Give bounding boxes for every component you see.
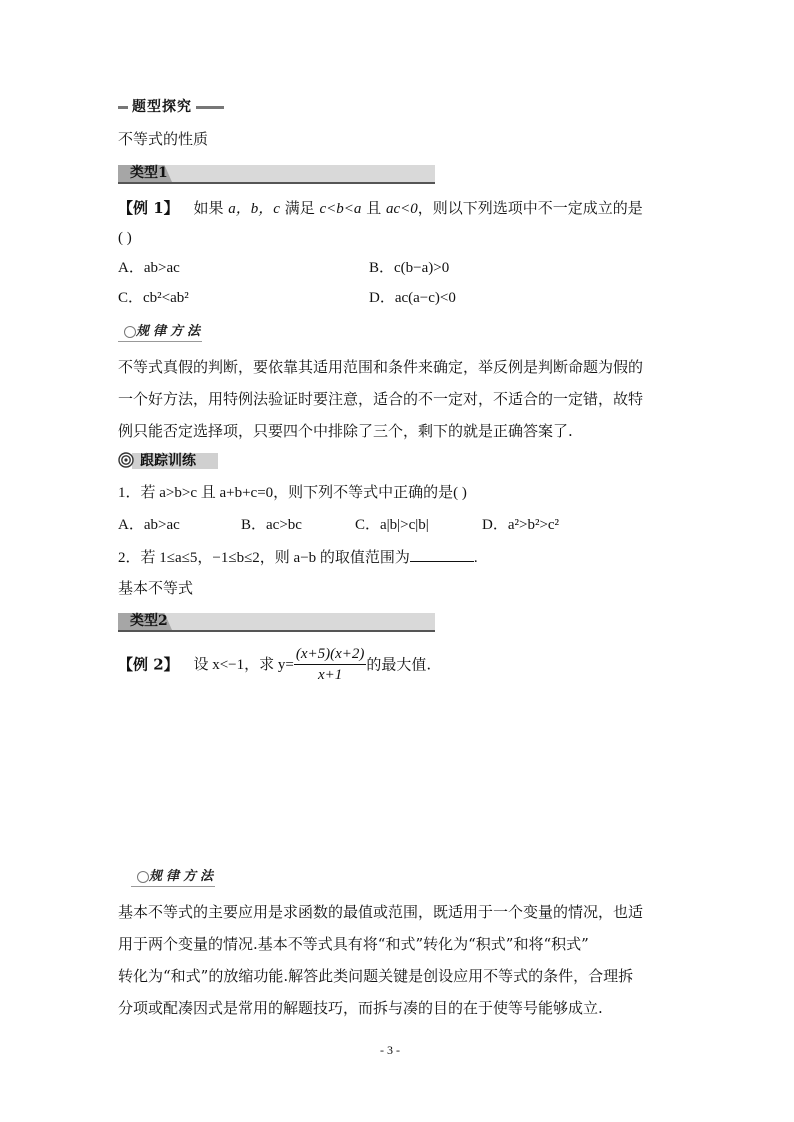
question1-option-a: A．ab>ac <box>118 517 180 533</box>
question1-option-c: C．a|b|>c|b| <box>355 517 429 533</box>
example1-option-a: A．ab>ac <box>118 260 180 276</box>
page-number: - 3 - <box>380 1043 400 1057</box>
example1-text-b: 满足 <box>284 199 315 217</box>
follow-practice-header <box>118 451 218 471</box>
example1-tag: 【例 1】 <box>118 199 179 217</box>
example2-text-b: 的最大值. <box>366 655 432 674</box>
question2 <box>118 547 478 568</box>
question1-option-b: B．ac>bc <box>241 517 302 533</box>
example1-stem <box>118 198 643 219</box>
method-stamp-label-2: 规律方法 <box>149 869 218 884</box>
type1-label: 类型1 <box>130 165 168 181</box>
example2-fraction <box>294 644 367 685</box>
example2-numerator: (x+5)(x+2) <box>294 644 367 665</box>
section-title-inequality-properties: 不等式的性质 <box>118 130 209 148</box>
example2-text-a: 设 x<−1，求 y= <box>193 656 294 673</box>
banner-label: 题型探究 <box>128 98 196 116</box>
example1-cond1: c<b<a <box>319 201 362 217</box>
method-stamp-1 <box>118 321 206 343</box>
example1-option-c: C．cb²<ab² <box>118 290 189 306</box>
method1-line-3: 例只能否定选择项，只要四个中排除了三个，剩下的就是正确答案了. <box>118 422 573 440</box>
method-stamp-icon <box>124 326 136 338</box>
method2-line-4: 分项或配凑因式是常用的解题技巧，而拆与凑的目的在于使等号能够成立. <box>118 999 603 1017</box>
example1-cond2: ac<0 <box>385 201 418 217</box>
example1-option-d: D．ac(a−c)<0 <box>369 290 456 306</box>
example1-text-d: ，则以下列选项中不一定成立的是 <box>417 199 643 217</box>
example1-option-b: B．c(b−a)>0 <box>369 260 450 276</box>
method2-line-3: 转化为“和式”的放缩功能.解答此类问题关键是创设应用不等式的条件，合理拆 <box>118 967 634 985</box>
method-stamp-label: 规律方法 <box>136 324 205 339</box>
follow-practice-label: 跟踪训练 <box>140 453 196 469</box>
question1-stem: 1．若 a>b>c 且 a+b+c=0，则下列不等式中正确的是( ) <box>118 485 467 501</box>
method2-line-2: 用于两个变量的情况.基本不等式具有将“和式”转化为“积式”和将“积式” <box>118 935 589 953</box>
method1-line-1: 不等式真假的判断，要依靠其适用范围和条件来确定，举反例是判断命题为假的 <box>118 358 644 376</box>
type1-header-rule <box>118 182 435 184</box>
example1-vars: a，b，c <box>228 201 280 217</box>
type2-header <box>118 613 435 633</box>
example1-text-a: 如果 <box>193 199 224 217</box>
example1-text-c: 且 <box>366 199 382 217</box>
target-icon <box>118 452 134 468</box>
question1-option-d: D．a²>b²>c² <box>482 517 560 533</box>
section-banner <box>118 98 224 116</box>
example2-denominator: x+1 <box>317 667 343 683</box>
question2-end: . <box>473 550 478 566</box>
example2-stem <box>118 644 431 685</box>
method1-line-2: 一个好方法，用特例法验证时要注意，适合的不一定对，不适合的一定错，故特 <box>118 390 644 408</box>
example1-answer-paren: ( ) <box>118 230 132 246</box>
method2-line-1: 基本不等式的主要应用是求函数的最值或范围，既适用于一个变量的情况，也适 <box>118 903 644 921</box>
type2-header-rule <box>118 630 435 632</box>
type2-label: 类型2 <box>130 613 168 629</box>
method-stamp-icon-2 <box>137 871 149 883</box>
question2-stem: 2．若 1≤a≤5，−1≤b≤2，则 a−b 的取值范围为 <box>118 550 410 566</box>
method-stamp-2 <box>131 866 219 888</box>
type1-header <box>118 165 435 185</box>
answer-blank[interactable] <box>410 547 474 562</box>
example2-tag: 【例 2】 <box>118 655 179 674</box>
section-title-basic-inequality: 基本不等式 <box>118 579 194 597</box>
